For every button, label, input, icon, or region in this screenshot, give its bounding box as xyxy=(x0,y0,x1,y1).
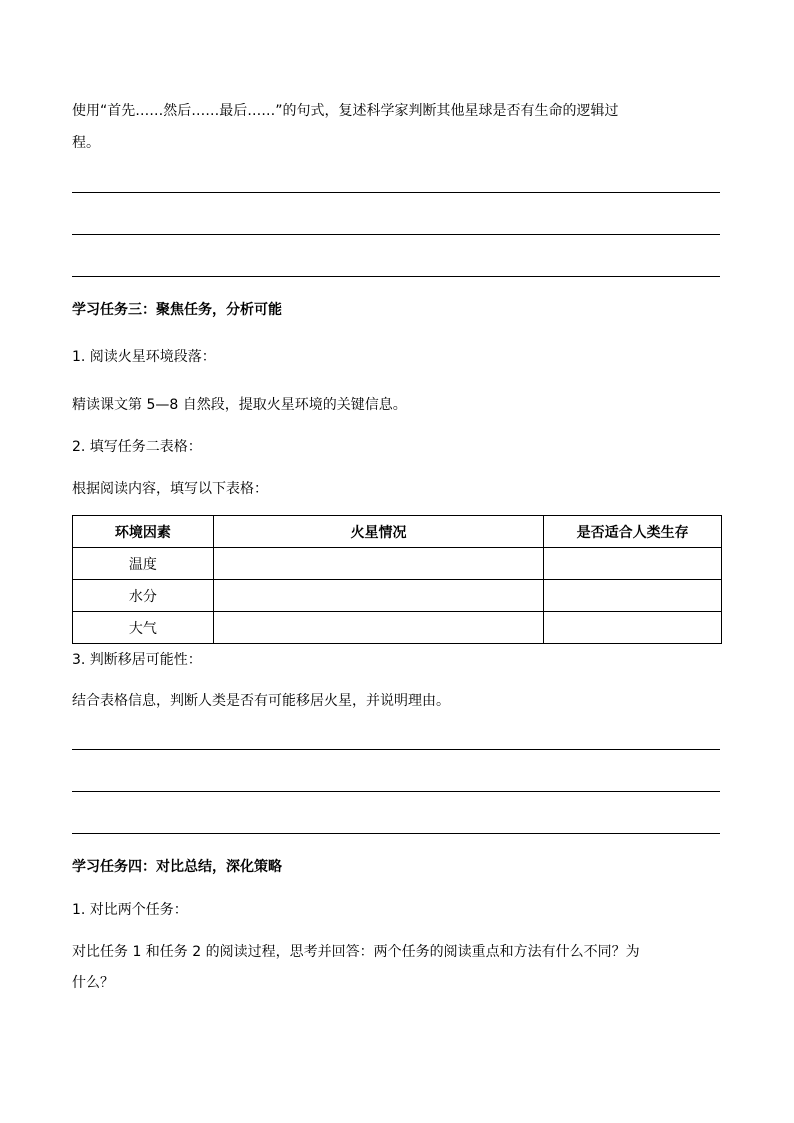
table-cell-suitable[interactable] xyxy=(544,580,722,612)
table-row xyxy=(73,580,722,612)
table-cell-suitable[interactable] xyxy=(544,548,722,580)
answer-line[interactable] xyxy=(72,791,720,792)
intro-instruction-line2: 程。 xyxy=(72,135,100,151)
task3-step3-title: 3. 判断移居可能性： xyxy=(72,652,202,668)
task3-step2-title: 2. 填写任务二表格： xyxy=(72,439,202,455)
task3-step3-text: 结合表格信息，判断人类是否有可能移居火星，并说明理由。 xyxy=(72,693,450,709)
table-cell-mars-condition[interactable] xyxy=(213,612,543,644)
table-cell-suitable[interactable] xyxy=(544,612,722,644)
task4-step1-line2: 什么？ xyxy=(72,975,114,991)
task4-step1-title: 1. 对比两个任务： xyxy=(72,902,188,918)
table-cell-factor: 温度 xyxy=(73,548,214,580)
task4-heading: 学习任务四：对比总结，深化策略 xyxy=(72,859,282,875)
table-cell-factor: 大气 xyxy=(73,612,214,644)
answer-line[interactable] xyxy=(72,749,720,750)
table-header-factor: 环境因素 xyxy=(73,516,214,548)
answer-line[interactable] xyxy=(72,276,720,277)
answer-line[interactable] xyxy=(72,234,720,235)
task3-step1-text: 精读课文第 5—8 自然段，提取火星环境的关键信息。 xyxy=(72,397,407,413)
table-cell-mars-condition[interactable] xyxy=(213,580,543,612)
answer-line[interactable] xyxy=(72,192,720,193)
task3-step1-title: 1. 阅读火星环境段落： xyxy=(72,349,216,365)
table-header-row xyxy=(73,516,722,548)
task4-step1-line1: 对比任务 1 和任务 2 的阅读过程，思考并回答：两个任务的阅读重点和方法有什么不同？为 xyxy=(72,944,640,960)
answer-line[interactable] xyxy=(72,833,720,834)
intro-instruction-line1: 使用“首先……然后……最后……”的句式，复述科学家判断其他星球是否有生命的逻辑过 xyxy=(72,103,619,119)
table-header-mars-condition: 火星情况 xyxy=(213,516,543,548)
table-cell-factor: 水分 xyxy=(73,580,214,612)
table-row xyxy=(73,612,722,644)
table-cell-mars-condition[interactable] xyxy=(213,548,543,580)
table-header-suitable: 是否适合人类生存 xyxy=(544,516,722,548)
task3-heading: 学习任务三：聚焦任务，分析可能 xyxy=(72,302,282,318)
table-row xyxy=(73,548,722,580)
task3-step2-text: 根据阅读内容，填写以下表格： xyxy=(72,481,268,497)
mars-environment-table xyxy=(72,515,722,644)
